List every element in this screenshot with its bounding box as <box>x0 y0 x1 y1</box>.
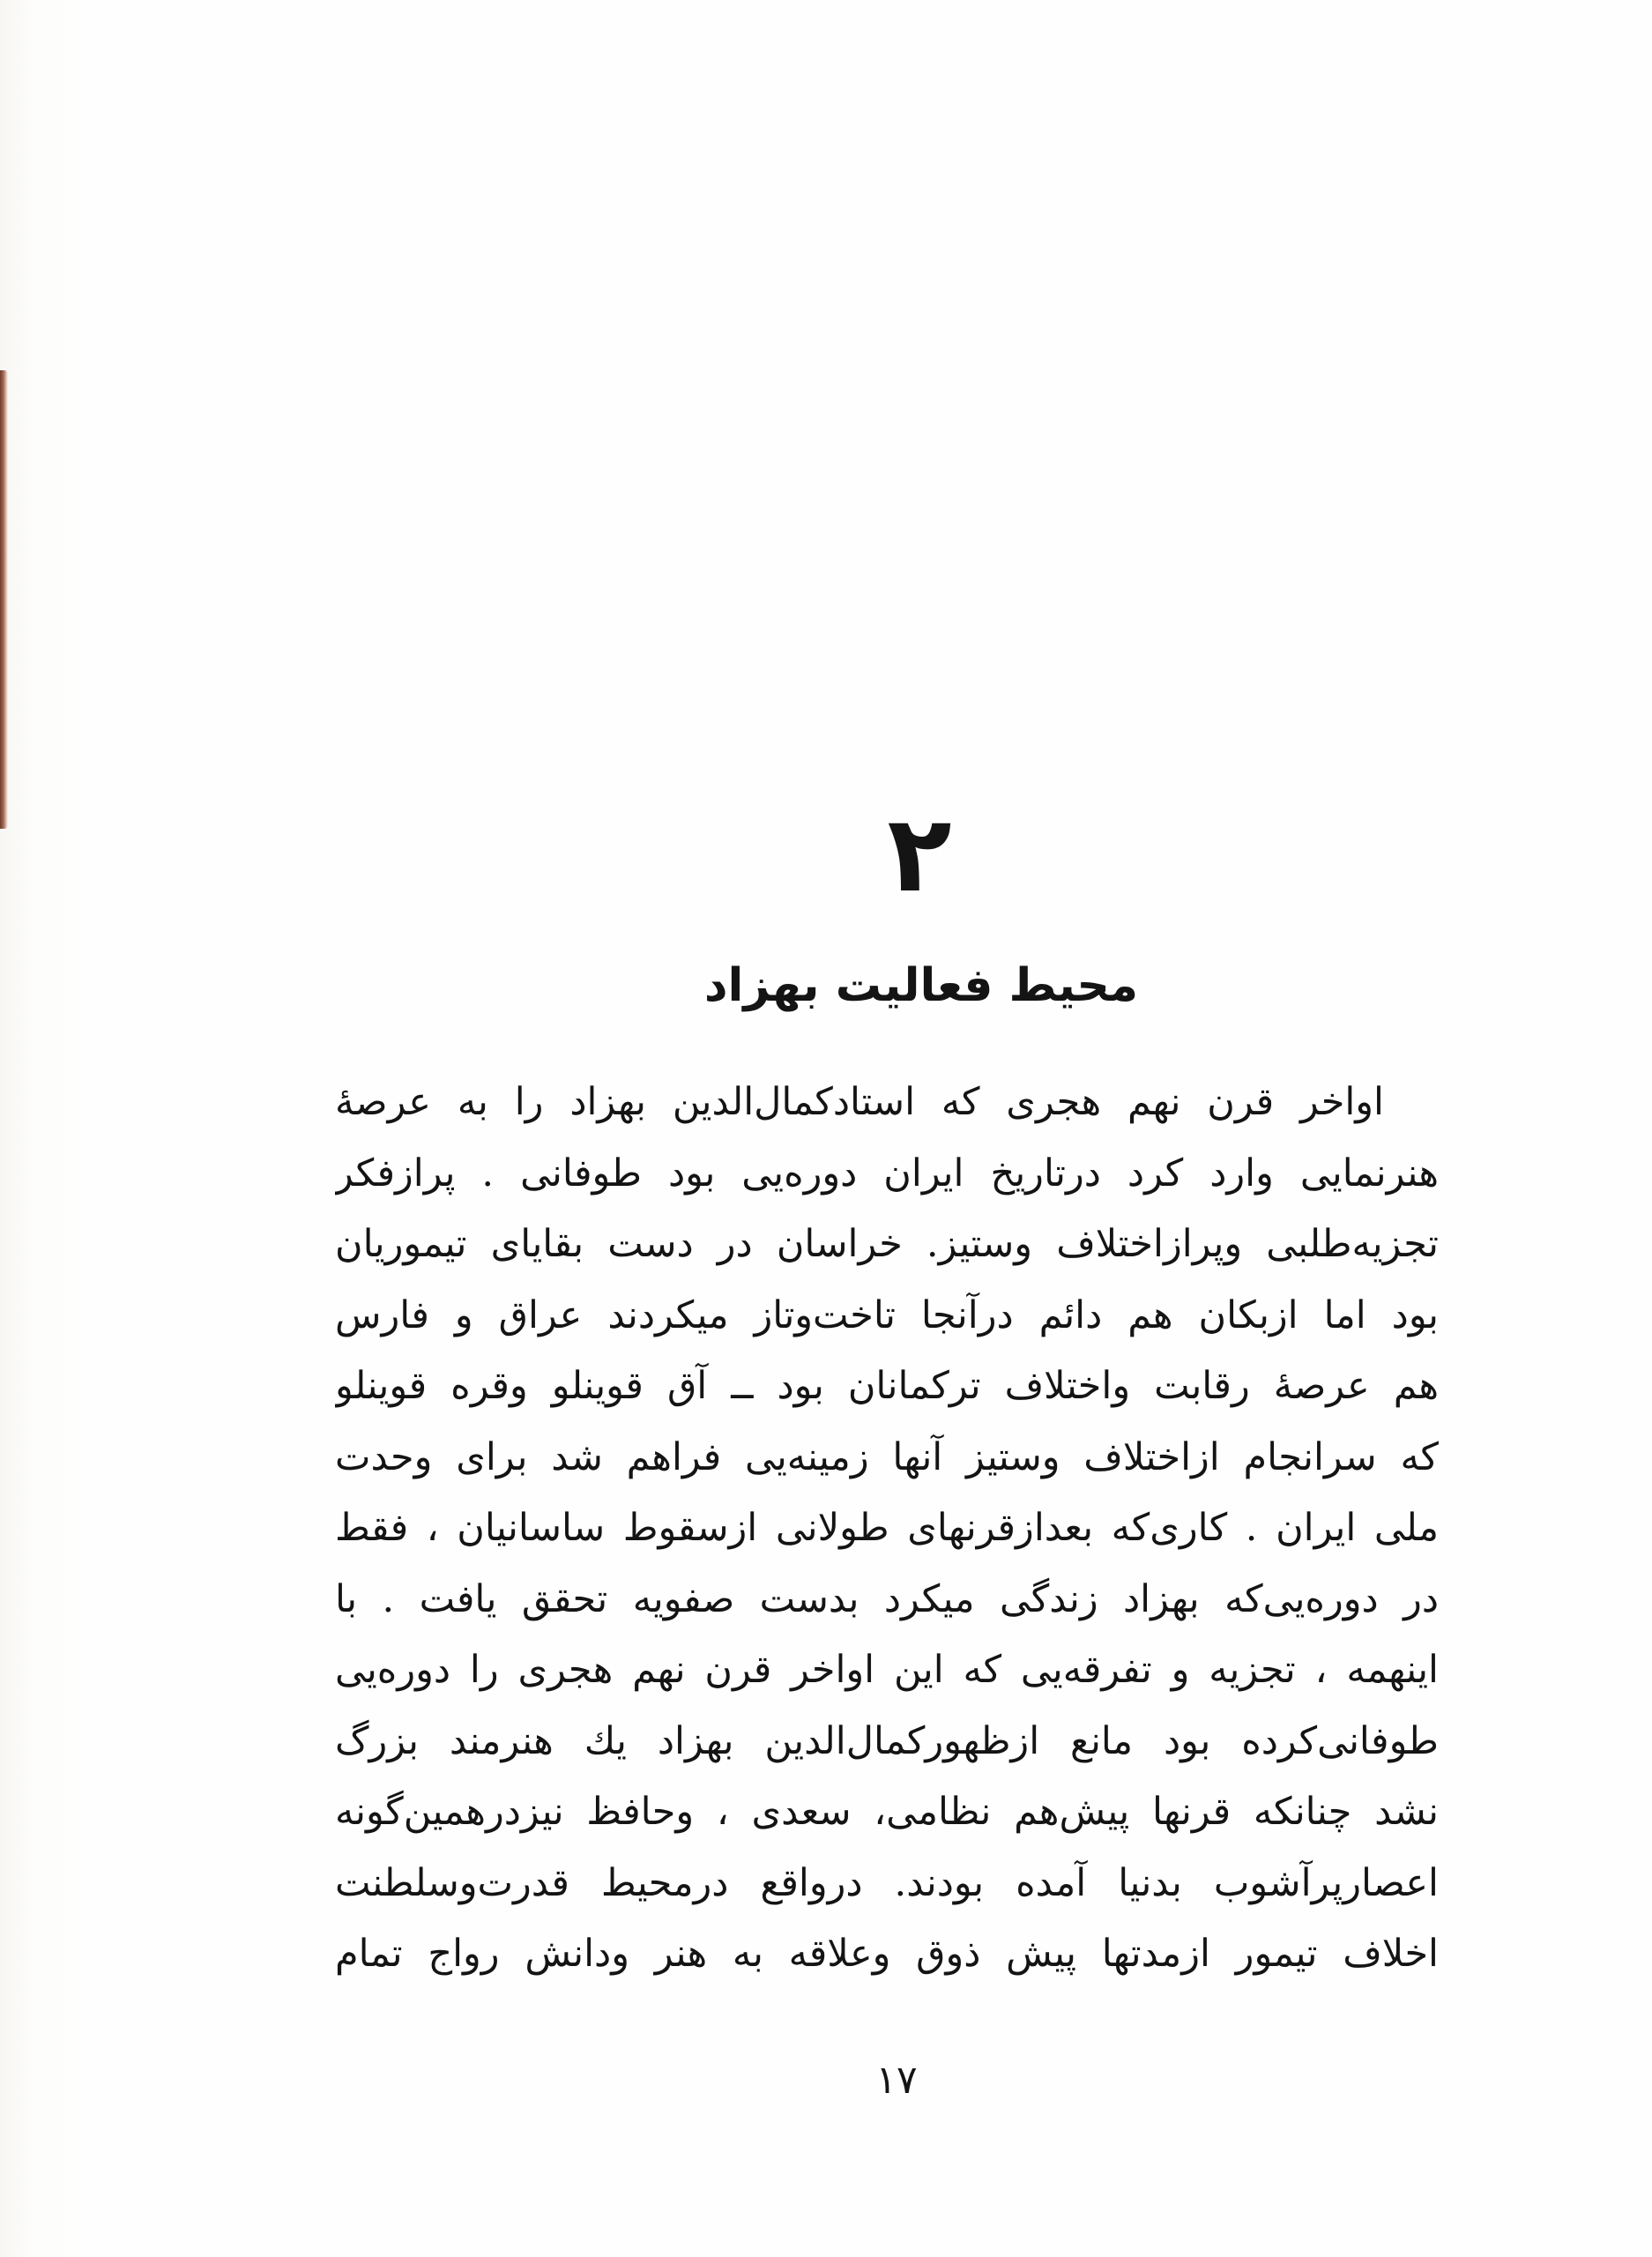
body-line: هم عرصهٔ رقابت واختلاف ترکمانان بود ــ آق قوینلو وقره قوینلو <box>335 1364 1439 1408</box>
body-line: اینهمه ، تجزیه و تفرقه‌یی که این اواخر قرن نهم هجری را دوره‌یی <box>335 1648 1439 1692</box>
body-line: نشد چنانکه قرنها پیش‌هم نظامی، سعدی ، وحافظ نیزدرهمین‌گونه <box>335 1790 1439 1834</box>
body-line: در دوره‌یی‌که بهزاد زندگی میکرد بدست صفویه تحقق یافت . با <box>335 1576 1439 1621</box>
body-line: اواخر قرن نهم هجری که استادکمال‌الدین بهزاد را به عرصهٔ <box>335 1080 1384 1124</box>
body-line: بود اما ازبکان هم دائم درآنجا تاخت‌وتاز میکردند عراق و فارس <box>335 1292 1439 1337</box>
page-number: ۱۷ <box>875 2058 918 2103</box>
body-text <box>335 1067 1439 1990</box>
body-line: که سرانجام ازاختلاف وستیز آنها زمینه‌یی فراهم شد برای وحدت <box>335 1434 1439 1479</box>
body-line: تجزیه‌طلبی وپراز‌اختلاف وستیز. خراسان در دست بقایای تیموریان <box>335 1222 1439 1266</box>
body-line: هنرنمایی وارد کرد درتاریخ ایران دوره‌یی بود طوفانی . پرازفکر <box>335 1151 1439 1196</box>
adjacent-page-edge <box>0 370 8 829</box>
chapter-title: محیط فعالیت بهزاد <box>703 959 1139 1012</box>
body-line: اخلاف تیمور ازمدتها پیش ذوق وعلاقه به هنر ودانش رواج تمام <box>335 1932 1439 1976</box>
body-line: اعصارپرآشوب بدنیا آمده بودند. درواقع درمحیط قدرت‌وسلطنت <box>335 1860 1439 1905</box>
body-line: ملی ایران . کاری‌که بعدازقرنهای طولانی ازسقوط ساسانیان ، فقط <box>335 1506 1439 1550</box>
body-line: طوفانی‌کرده بود مانع ازظهورکمال‌الدین بهزاد یك هنرمند بزرگ <box>335 1718 1439 1763</box>
chapter-number: ۲ <box>887 793 952 916</box>
